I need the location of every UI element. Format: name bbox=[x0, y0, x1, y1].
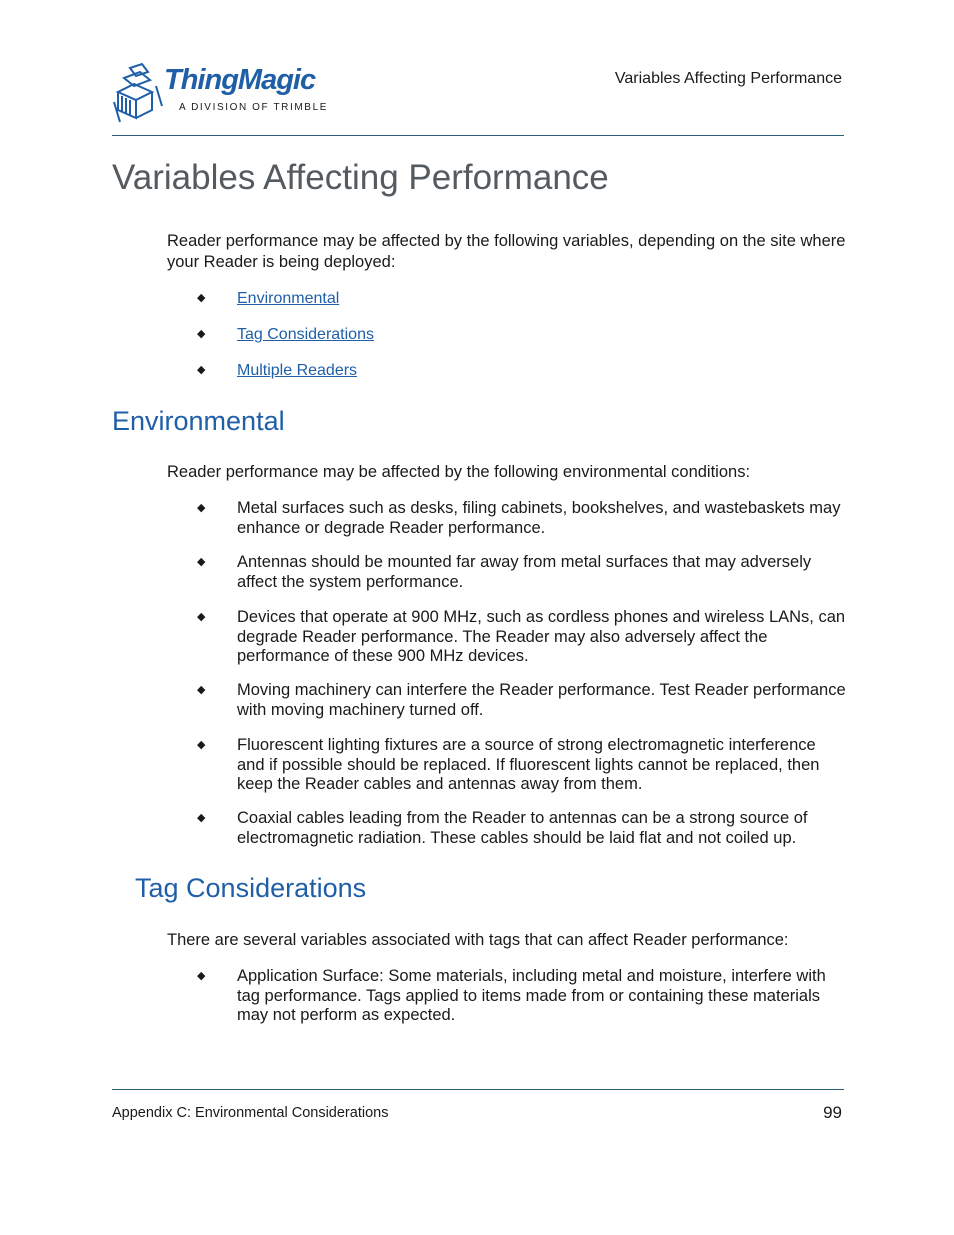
running-header: Variables Affecting Performance bbox=[614, 70, 842, 87]
tags-intro: There are several variables associated with tags that can affect Reader performance: bbox=[167, 931, 789, 949]
link-multiple-readers[interactable]: Multiple Readers bbox=[237, 362, 358, 379]
list-item-text: Coaxial cables leading from the Reader to antennas can be a strong source of electromagnetic radiation. These cables should be laid flat and not coiled up. bbox=[237, 809, 808, 847]
page-title: Variables Affecting Performance bbox=[112, 158, 609, 197]
heading-environmental: Environmental bbox=[112, 406, 285, 436]
environmental-intro: Reader performance may be affected by the following environmental conditions: bbox=[167, 463, 751, 481]
list-item-text: Antennas should be mounted far away from metal surfaces that may adversely affect the system performance. bbox=[237, 553, 812, 591]
list-item-text: Application Surface: Some materials, including metal and moisture, interfere with tag performance. Tags applied to items made from or containing these materials may not perform as expected. bbox=[237, 967, 826, 1024]
bullet-icon: ◆ bbox=[197, 684, 206, 696]
list-item-text: Metal surfaces such as desks, filing cabinets, bookshelves, and wastebaskets may enhance or degrade Reader performance. bbox=[237, 499, 841, 537]
bullet-icon: ◆ bbox=[197, 328, 206, 340]
list-item-text: Fluorescent lighting fixtures are a source of strong electromagnetic interference and if possible should be replaced. If fluorescent lights cannot be replaced, then keep the Reader cables and antennas away from them. bbox=[237, 736, 820, 793]
intro-paragraph: Reader performance may be affected by the following variables, depending on the site where your Reader is being deployed: bbox=[167, 232, 846, 271]
link-tag-considerations[interactable]: Tag Considerations bbox=[237, 326, 374, 343]
logo-mark-icon bbox=[112, 62, 164, 124]
list-item-text: Moving machinery can interfere the Reader performance. Test Reader performance with moving machinery turned off. bbox=[237, 681, 846, 719]
bullet-icon: ◆ bbox=[197, 739, 206, 751]
bullet-icon: ◆ bbox=[197, 364, 206, 376]
footer-section-title: Appendix C: Environmental Considerations bbox=[112, 1105, 389, 1121]
bullet-icon: ◆ bbox=[197, 611, 206, 623]
list-item-text: Devices that operate at 900 MHz, such as cordless phones and wireless LANs, can degrade Reader performance. The Reader may also adversely affect the performance of these 900 MHz devices. bbox=[237, 608, 846, 665]
page-number: 99 bbox=[823, 1103, 842, 1122]
logo-tagline: A DIVISION OF TRIMBLE bbox=[179, 102, 328, 113]
company-logo bbox=[112, 62, 342, 126]
link-environmental[interactable]: Environmental bbox=[237, 290, 340, 307]
footer-rule bbox=[112, 1089, 844, 1090]
logo-wordmark: ThingMagic bbox=[164, 64, 316, 96]
bullet-icon: ◆ bbox=[197, 502, 206, 514]
bullet-icon: ◆ bbox=[197, 556, 206, 568]
heading-tag-considerations: Tag Considerations bbox=[135, 873, 367, 903]
bullet-icon: ◆ bbox=[197, 292, 206, 304]
bullet-icon: ◆ bbox=[197, 970, 206, 982]
bullet-icon: ◆ bbox=[197, 812, 206, 824]
header-rule bbox=[112, 135, 844, 136]
